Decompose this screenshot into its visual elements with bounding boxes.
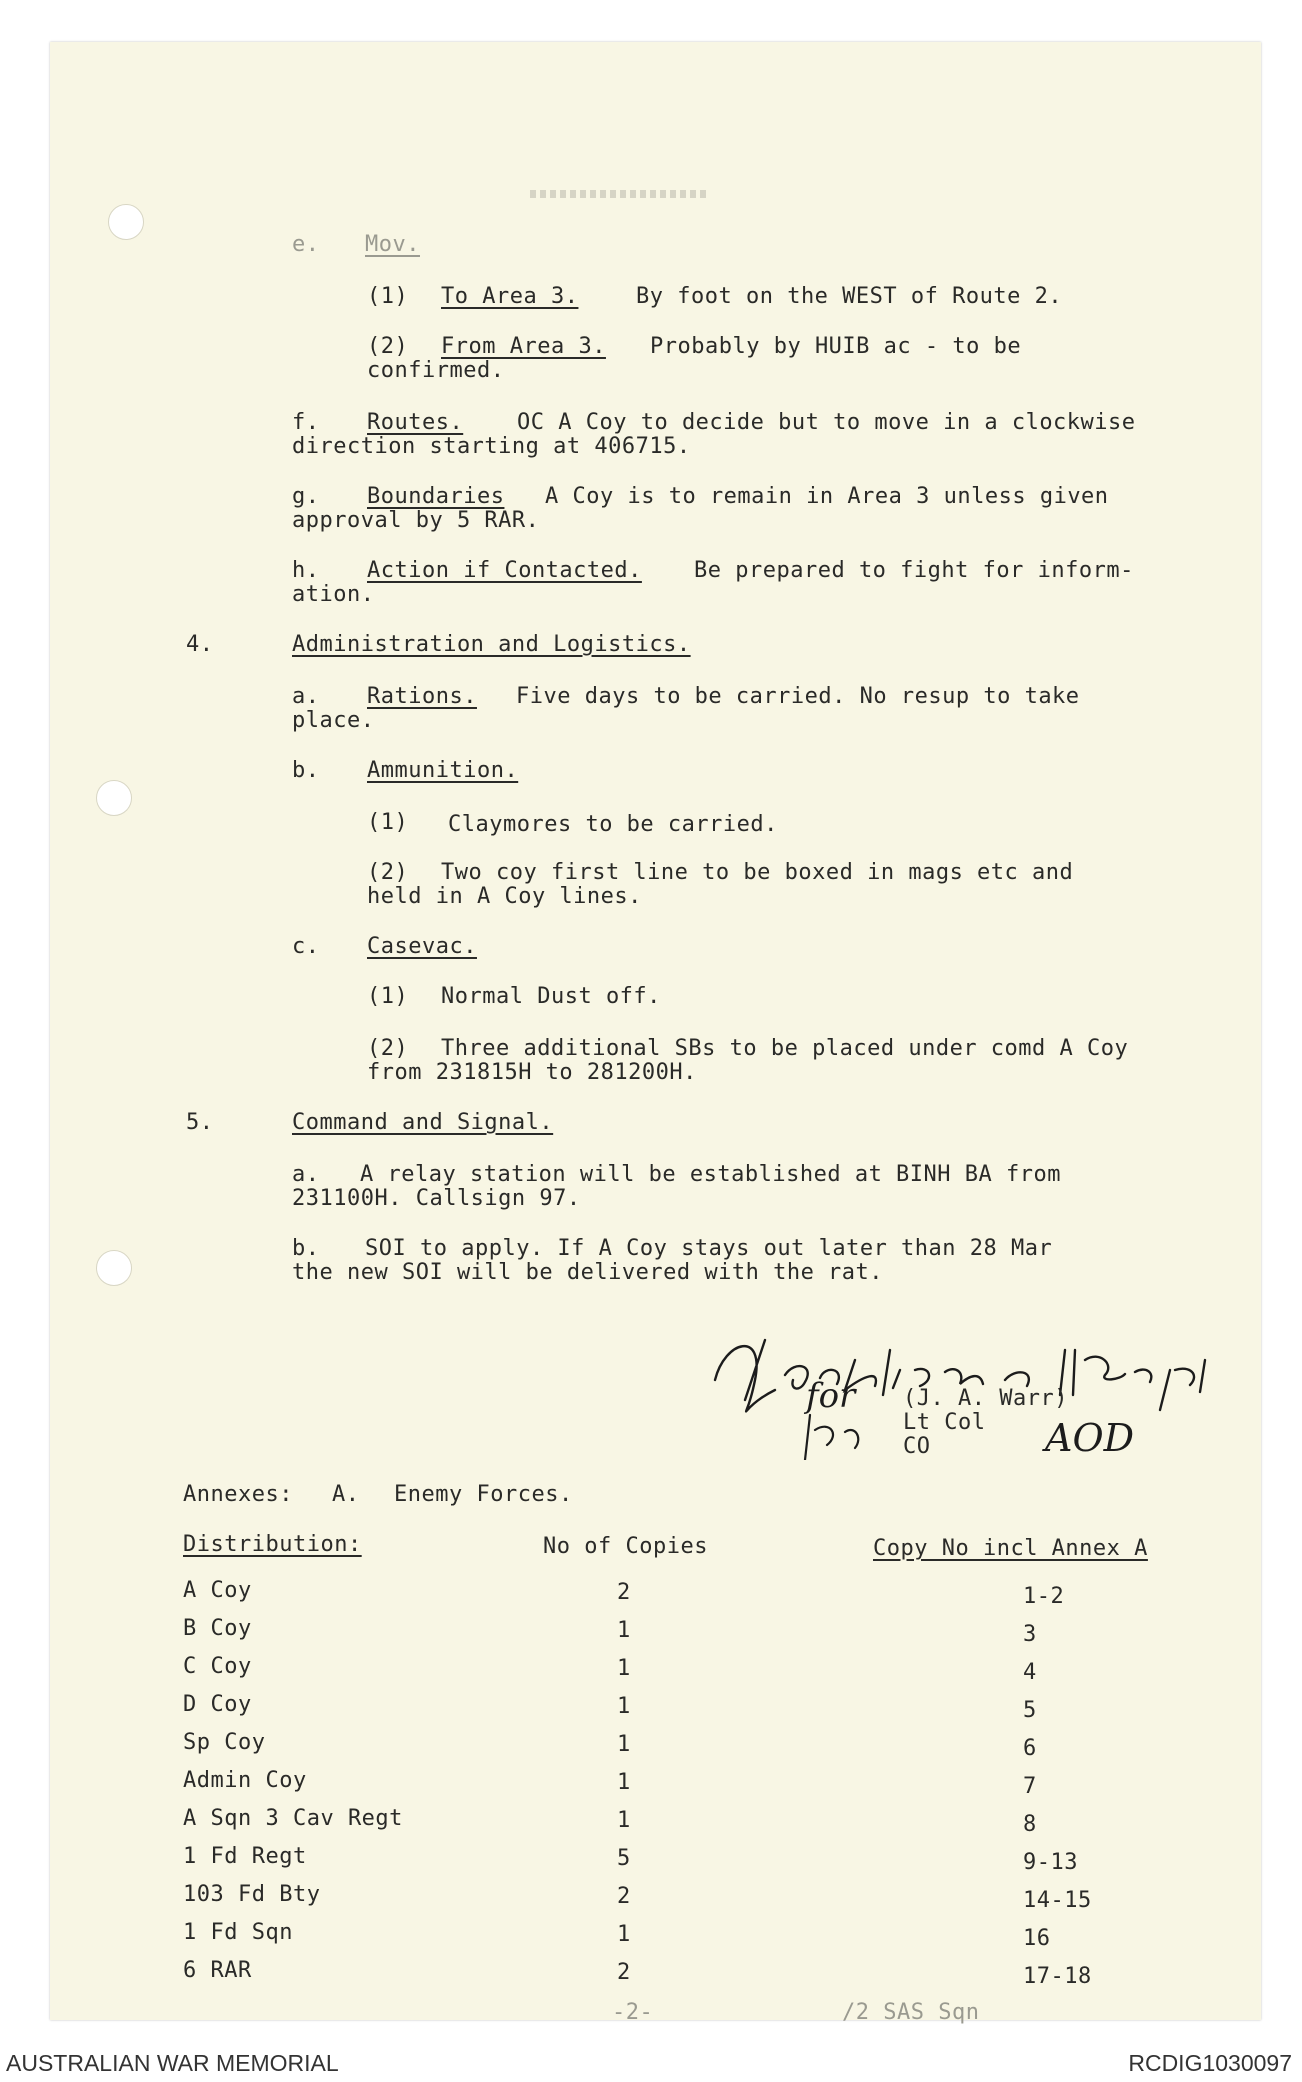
- item-e-heading: Mov.: [365, 232, 420, 257]
- table-row-unit: Admin Coy: [183, 1768, 307, 1793]
- table-row-copies: 2: [617, 1960, 631, 1985]
- item-4b-heading: Ammunition.: [367, 758, 519, 783]
- table-row-copy-no: 14-15: [1023, 1888, 1092, 1913]
- item-4b-para1-text: Claymores to be carried.: [448, 812, 778, 837]
- item-e-para2-num: (2): [367, 334, 409, 359]
- distribution-header-copy-no: Copy No incl Annex A: [873, 1536, 1148, 1561]
- table-row-copy-no: 9-13: [1023, 1850, 1078, 1875]
- item-g-cont: approval by 5 RAR.: [292, 508, 540, 533]
- table-row-copy-no: 5: [1023, 1698, 1037, 1723]
- item-g-heading: Boundaries: [367, 484, 505, 509]
- table-row-copy-no: 6: [1023, 1736, 1037, 1761]
- item-4a-cont: place.: [292, 708, 375, 733]
- table-row-unit: 103 Fd Bty: [183, 1882, 321, 1907]
- item-h-cont: ation.: [292, 582, 375, 607]
- punch-hole: [96, 1250, 132, 1286]
- item-4a-text: Five days to be carried. No resup to take: [516, 684, 1080, 709]
- item-e-para1-num: (1): [367, 284, 409, 309]
- table-row-unit: Sp Coy: [183, 1730, 266, 1755]
- item-5a-cont: 231100H. Callsign 97.: [292, 1186, 581, 1211]
- section-5-heading: Command and Signal.: [292, 1110, 554, 1135]
- item-e-para1-text: By foot on the WEST of Route 2.: [636, 284, 1063, 309]
- punch-hole: [96, 780, 132, 816]
- table-row-copies: 1: [617, 1770, 631, 1795]
- item-h-heading: Action if Contacted.: [367, 558, 642, 583]
- table-row-unit: 1 Fd Regt: [183, 1844, 307, 1869]
- item-5a-letter: a.: [292, 1162, 320, 1187]
- punch-hole: [108, 204, 144, 240]
- table-row-copy-no: 16: [1023, 1926, 1051, 1951]
- item-f-heading: Routes.: [367, 410, 464, 435]
- table-row-copies: 1: [617, 1808, 631, 1833]
- item-4c-para2-num: (2): [367, 1036, 409, 1061]
- item-4b-para2-cont: held in A Coy lines.: [367, 884, 642, 909]
- distribution-header-unit: Distribution:: [183, 1532, 362, 1557]
- item-5b-text: SOI to apply. If A Coy stays out later than 28 Mar: [365, 1236, 1053, 1261]
- item-h-letter: h.: [292, 558, 320, 583]
- table-row-copies: 1: [617, 1694, 631, 1719]
- item-4c-heading: Casevac.: [367, 934, 477, 959]
- table-row-unit: A Sqn 3 Cav Regt: [183, 1806, 403, 1831]
- item-e-letter: e.: [292, 232, 320, 257]
- annex-title: Enemy Forces.: [394, 1482, 573, 1507]
- signatory-appointment: CO: [903, 1434, 931, 1459]
- signature-for: for: [806, 1376, 856, 1416]
- distribution-header-copies: No of Copies: [543, 1534, 708, 1559]
- item-f-letter: f.: [292, 410, 320, 435]
- item-4c-para2-cont: from 231815H to 281200H.: [367, 1060, 697, 1085]
- section-4-heading: Administration and Logistics.: [292, 632, 691, 657]
- item-4c-para1-num: (1): [367, 984, 409, 1009]
- item-h-text: Be prepared to fight for inform-: [694, 558, 1134, 583]
- table-row-unit: 6 RAR: [183, 1958, 252, 1983]
- section-5-number: 5.: [186, 1110, 214, 1135]
- item-e-para2-label: From Area 3.: [441, 334, 606, 359]
- annex-letter: A.: [332, 1482, 360, 1507]
- item-4a-heading: Rations.: [367, 684, 477, 709]
- table-row-copy-no: 8: [1023, 1812, 1037, 1837]
- table-row-copies: 5: [617, 1846, 631, 1871]
- item-4b-para2-num: (2): [367, 860, 409, 885]
- table-row-copies: 2: [617, 1580, 631, 1605]
- table-row-copies: 1: [617, 1922, 631, 1947]
- item-4b-para1-num: (1): [367, 810, 409, 835]
- table-row-unit: A Coy: [183, 1578, 252, 1603]
- item-4a-letter: a.: [292, 684, 320, 709]
- table-row-copy-no: 1-2: [1023, 1584, 1065, 1609]
- item-e-para2-text: Probably by HUIB ac - to be: [650, 334, 1022, 359]
- archive-footer-left: AUSTRALIAN WAR MEMORIAL: [6, 2050, 339, 2076]
- item-e-para1-label: To Area 3.: [441, 284, 579, 309]
- table-row-copy-no: 17-18: [1023, 1964, 1092, 1989]
- table-row-unit: B Coy: [183, 1616, 252, 1641]
- item-5b-letter: b.: [292, 1236, 320, 1261]
- item-5a-text: A relay station will be established at BINH BA from: [360, 1162, 1062, 1187]
- item-4c-letter: c.: [292, 934, 320, 959]
- item-5b-cont: the new SOI will be delivered with the rat.: [292, 1260, 884, 1285]
- item-f-cont: direction starting at 406715.: [292, 434, 691, 459]
- item-4b-letter: b.: [292, 758, 320, 783]
- faded-header-mark: [530, 190, 710, 198]
- table-row-copy-no: 3: [1023, 1622, 1037, 1647]
- section-4-number: 4.: [186, 632, 214, 657]
- table-row-copies: 1: [617, 1732, 631, 1757]
- table-row-unit: 1 Fd Sqn: [183, 1920, 293, 1945]
- annexes-label: Annexes:: [183, 1482, 293, 1507]
- table-row-copies: 1: [617, 1618, 631, 1643]
- item-4c-para2-text: Three additional SBs to be placed under comd A Coy: [441, 1036, 1129, 1061]
- table-row-copies: 2: [617, 1884, 631, 1909]
- page-number: -2-: [612, 2000, 654, 2025]
- signatory-name: (J. A. Warr): [903, 1386, 1068, 1411]
- continuation-line: /2 SAS Sqn: [842, 2000, 980, 2025]
- signatory-rank: Lt Col: [903, 1410, 986, 1435]
- table-row-unit: D Coy: [183, 1692, 252, 1717]
- item-f-text: OC A Coy to decide but to move in a clockwise: [517, 410, 1136, 435]
- archive-footer-right: RCDIG1030097: [1128, 2050, 1292, 2076]
- table-row-unit: C Coy: [183, 1654, 252, 1679]
- item-e-para2-cont: confirmed.: [367, 358, 505, 383]
- table-row-copies: 1: [617, 1656, 631, 1681]
- table-row-copy-no: 7: [1023, 1774, 1037, 1799]
- signature-initials: AOD: [1045, 1416, 1135, 1460]
- item-4b-para2-text: Two coy first line to be boxed in mags etc and: [441, 860, 1074, 885]
- item-4c-para1-text: Normal Dust off.: [441, 984, 661, 1009]
- item-g-letter: g.: [292, 484, 320, 509]
- item-g-text: A Coy is to remain in Area 3 unless given: [545, 484, 1109, 509]
- table-row-copy-no: 4: [1023, 1660, 1037, 1685]
